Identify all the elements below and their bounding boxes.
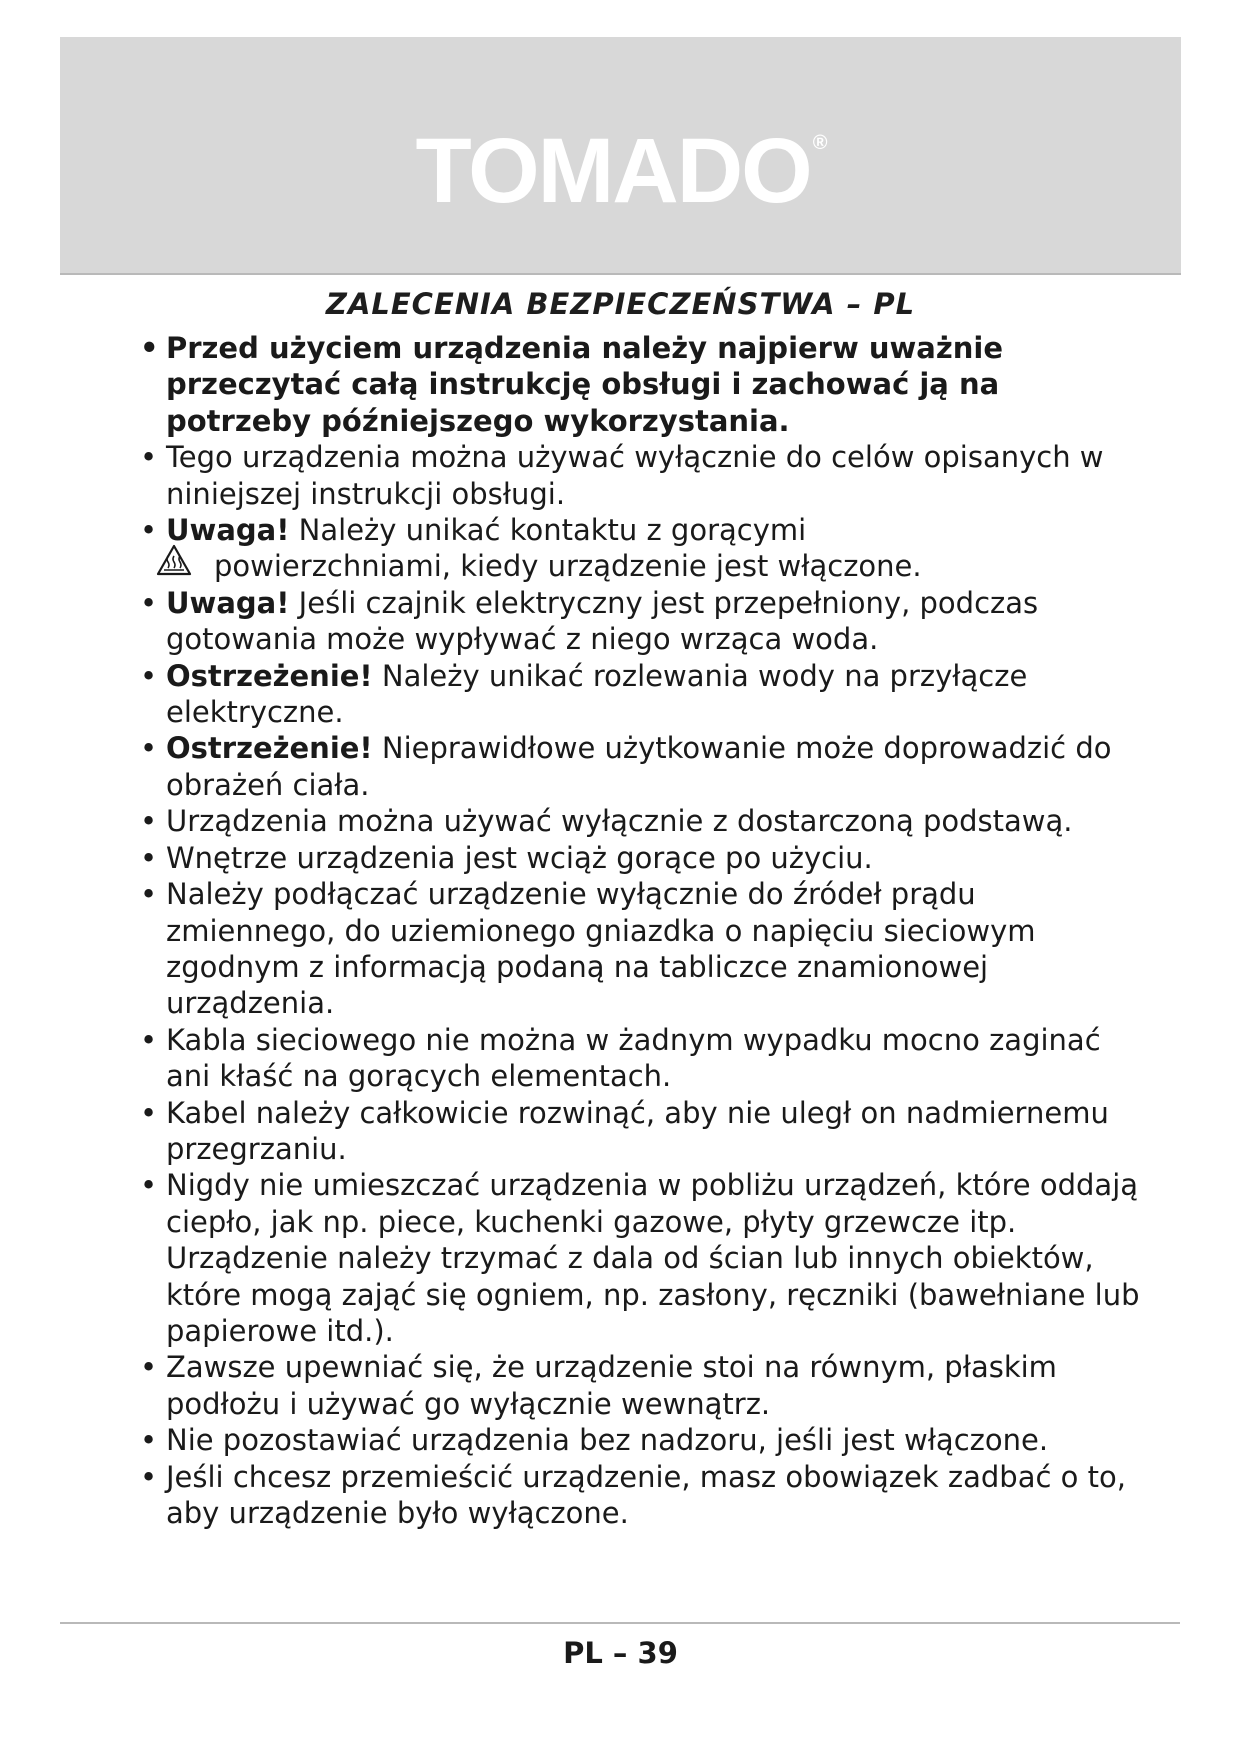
- list-item: [140, 330, 1140, 439]
- item-text: Należy podłączać urządzenie wyłącznie do źródeł prądu zmiennego, do uziemionego gniazdka o napięciu sieciowym zgodnym z informacją podaną na tabliczce znamionowej urządzenia.: [166, 877, 1036, 1021]
- list-item: [140, 876, 1140, 1022]
- item-text: Nigdy nie umieszczać urządzenia w pobliżu urządzeń, które oddają ciepło, jak np. piece, kuchenki gazowe, płyty grzewcze itp. Urządzenie należy trzymać z dala od ścian lub innych obiektów, które mogą zająć się ogniem, np. zasłony, ręczniki (bawełniane lub papierowe itd.).: [166, 1168, 1140, 1348]
- item-text: Jeśli czajnik elektryczny jest przepełniony, podczas gotowania może wypływać z niego wrząca woda.: [166, 585, 1039, 657]
- list-item: [140, 1167, 1140, 1349]
- list-item: [140, 840, 1140, 876]
- item-lead: Ostrzeżenie!: [166, 658, 373, 693]
- item-text: Należy unikać kontaktu z gorącymi: [289, 513, 807, 548]
- list-item: [140, 803, 1140, 839]
- item-text: Kabla sieciowego nie można w żadnym wypadku mocno zaginać ani kłaść na gorących elementach.: [166, 1022, 1101, 1094]
- brand-name: TOMADO: [415, 120, 811, 222]
- item-text: Urządzenia można używać wyłącznie z dostarczoną podstawą.: [166, 804, 1073, 839]
- list-item: [140, 1422, 1140, 1458]
- item-text: Jeśli chcesz przemieścić urządzenie, masz obowiązek zadbać o to, aby urządzenie było wyłączone.: [166, 1459, 1126, 1530]
- page-number: PL – 39: [563, 1636, 678, 1670]
- brand-logo: [60, 120, 1181, 222]
- item-lead: Ostrzeżenie!: [166, 731, 373, 766]
- list-item: [140, 585, 1140, 658]
- header-banner: [60, 37, 1181, 275]
- item-text: Nie pozostawiać urządzenia bez nadzoru, jeśli jest włączone.: [166, 1423, 1049, 1458]
- item-text: Nieprawidłowe użytkowanie może doprowadzić do obrażeń ciała.: [166, 731, 1112, 802]
- item-text: Wnętrze urządzenia jest wciąż gorące po użyciu.: [166, 840, 873, 875]
- list-item: [140, 730, 1140, 803]
- item-text: Należy unikać rozlewania wody na przyłącze elektryczne.: [166, 658, 1028, 730]
- item-lead: Uwaga!: [166, 513, 290, 548]
- item-text: Tego urządzenia można używać wyłącznie do celów opisanych w niniejszej instrukcji obsługi.: [166, 440, 1104, 511]
- list-item: [140, 512, 1140, 585]
- safety-list: [140, 330, 1140, 1531]
- list-item: [140, 1349, 1140, 1422]
- registered-mark: ®: [812, 132, 828, 154]
- list-item: [140, 1459, 1140, 1532]
- item-text-continued: powierzchniami, kiedy urządzenie jest włączone.: [214, 549, 922, 584]
- item-lead: Uwaga!: [166, 585, 290, 620]
- list-item: [140, 439, 1140, 512]
- page-title: ZALECENIA BEZPIECZEŃSTWA – PL: [325, 287, 916, 321]
- item-text: Kabel należy całkowicie rozwinąć, aby nie uległ on nadmiernemu przegrzaniu.: [166, 1095, 1109, 1166]
- item-text: Zawsze upewniać się, że urządzenie stoi na równym, płaskim podłożu i używać go wyłącznie wewnątrz.: [166, 1350, 1057, 1421]
- footer-divider: [60, 1622, 1180, 1624]
- list-item: [140, 1095, 1140, 1168]
- list-item: [140, 1022, 1140, 1095]
- list-item: [140, 658, 1140, 731]
- item-text: Przed użyciem urządzenia należy najpierw uważnie przeczytać całą instrukcję obsługi i zachować ją na potrzeby późniejszego wykorzystania.: [166, 331, 1004, 438]
- hot-surface-warning-icon: [156, 544, 192, 576]
